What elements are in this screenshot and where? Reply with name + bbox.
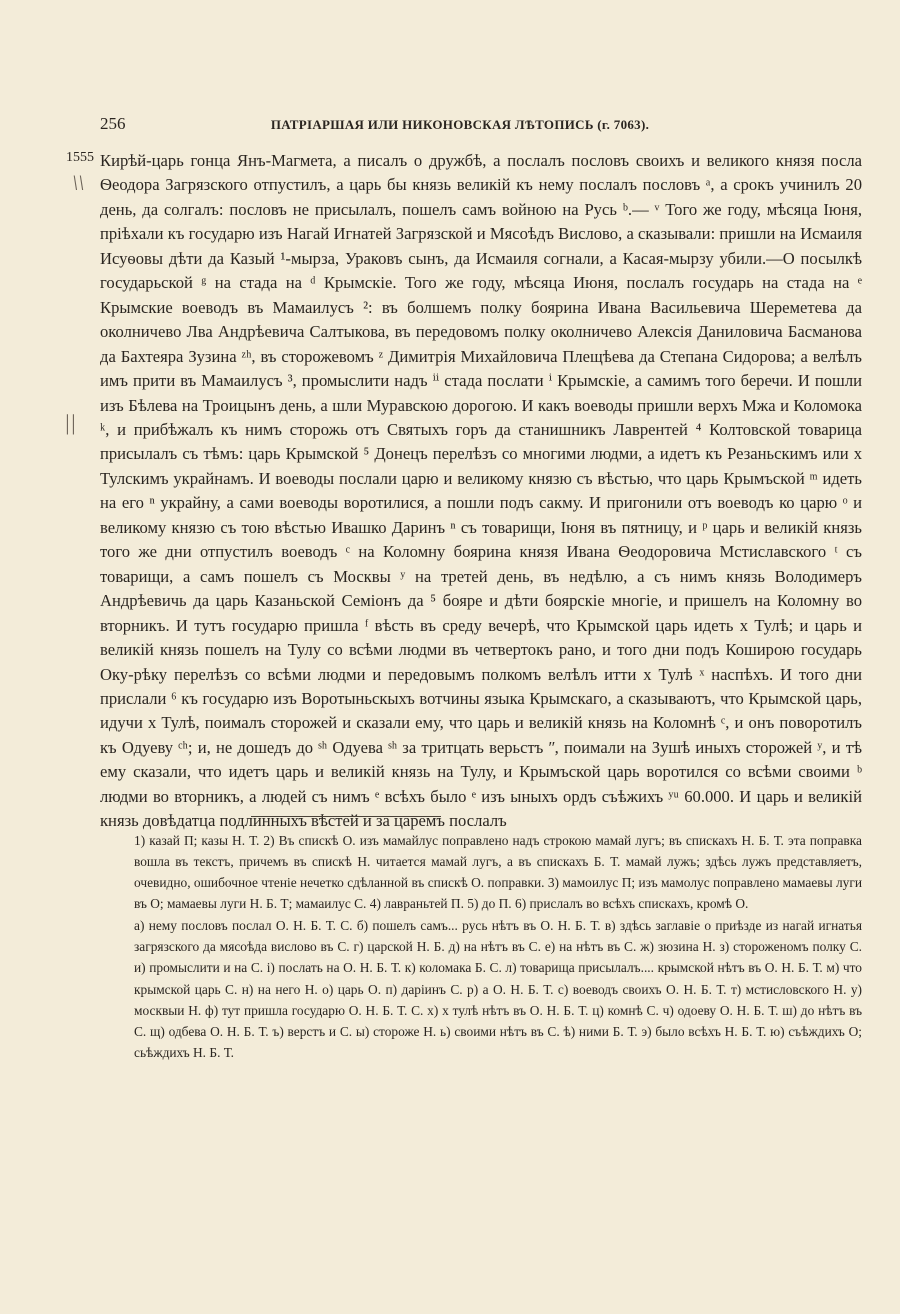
main-text-paragraph: Кирѣй-царь гонца Янъ-Магмета, а писалъ о дружбѣ, а послалъ пословъ своихъ и великого князя посла Ѳеодора Загрязского отпустилъ, а царь бы князь великій къ нему послалъ пословъ ᵃ, а срокъ учинилъ 20 день, да солгалъ: пословъ не присылалъ, пошелъ самъ войною на Русь ᵇ.— ᵛ Того же году, мѣсяца Іюня, пріѣхали къ государю изъ Нагай Игнатей Загрязской и Мясоѣдъ Вислово, а сказывали: пришли на Исмаиля Исуѳовы дѣти да Казый ¹-мырза, Ураковъ сынъ, да Исмаиля согнали, а Касая-мырзу убили.—О посылкѣ государьской ᵍ на стада на ᵈ Крымскіе. Того же году, мѣсяца Июня, послалъ государь на стада на ᵉ Крымские воеводъ въ Мамаилусъ ²: въ болшемъ полку боярина Ивана Васильевича Шереметева да околничево Лва Андрѣевича Салтыкова, въ передовомъ полку околничево Алексія Даниловича Басманова да Бахтеяра Зузина ᶻʰ, въ сторожевомъ ᶻ Димитрія Михайловича Плещѣева да Степана Сидорова; а велѣлъ имъ прити въ Мамаилусъ ³, промыслити надъ ⁱⁱ стада послати ⁱ Крымскіе, а самимъ того беречи. И пошли изъ Бѣлева на Троицынъ день, а шли Муравскою дорогою. И какъ воеводы пришли верхъ Мжа и Коломока ᵏ, и прибѣжалъ къ нимъ сторожь отъ Святыхъ горъ да станишникъ Лаврентей ⁴ Колтовской товарица присылалъ съ тѣмъ: царь Крымской ⁵ Донецъ перелѣзъ со многими людми, а идетъ къ Резаньскимъ или х Тулскимъ украйнамъ. И воеводы послали царю и великому князю съ вѣстью, что царь Крымъской ᵐ идеть на его ⁿ украйну, а сами воеводы воротилися, а пошли подъ сакму. И пригонили отъ воеводъ ко царю ᵒ и великому князю съ тою вѣстью Ивашко Даринъ ⁿ съ товарищи, Іюня въ пятницу, и ᵖ царь и великій князь того же дни отпустилъ воеводъ ᶜ на Коломну боярина князя Ивана Ѳеодоровича Мстиславского ᵗ съ товарищи, а самъ пошелъ съ Москвы ʸ на третей день, въ недѣлю, а съ нимъ князь Володимеръ Андрѣевичь да царь Казаньской Семіонъ да ⁵ бояре и дѣти боярскіе многіе, и пришелъ на Коломну во вторникъ. И тутъ государю пришла ᶠ вѣсть въ среду вечерѣ, что Крымской царь идеть х Тулѣ; и царь и великій князь пошелъ на Тулу со всѣми людми въ четвертокъ рано, и того дни подъ Коширою государь Оку-рѣку перелѣзъ со всѣми людми и передовымъ полкомъ велѣлъ итти х Тулѣ ˣ наспѣхъ. И того дни прислали ⁶ къ государю изъ Воротыньскыхъ вотчины языка Крымскаго, а сказываютъ, что Крымской царь, идучи х Тулѣ, поималъ сторожей и сказали ему, что царь и великій князь на Коломнѣ ᶜ, и онъ поворотилъ къ Одуеву ᶜʰ; и, не дошедъ до ˢʰ Одуева ˢʰ за тритцать верьстъ ʺ, поимали на Зушѣ иныхъ сторожей ʸ, и тѣ ему сказали, что идетъ царь и великій князь на Тулу, и Крымъской царь воротился со всѣми своими ᵇ людми во вторникъ, а людей съ нимъ ᵉ всѣхъ было ᵉ изъ ыныхъ ордъ съѣжихъ ʸᵘ 60.000. И царь и великій князь довѣдатца подлинныхъ вѣстей и за царемъ послалъ [100, 151, 862, 831]
lettered-footnotes-text: а) нему пословъ послал О. Н. Б. Т. С. б) пошелъ самъ... русь нѣтъ въ О. Н. Б. Т. в) здѣсь заглавіе о приѣзде из нагай игнатья загрязского да мясоѣда вислово въ С. г) царской Н. Б. д) на нѣтъ въ С. е) на нѣтъ въ С. ж) зюзина Н. з) стороженомъ полку С. и) промыслити и на С. і) послать на О. Н. Б. Т. к) коломака Б. С. л) товарища присылалъ.... крымской нѣтъ въ О. Н. Б. Т. м) что крымской царь С. н) на него Н. о) царь О. п) даріинъ С. р) а О. Н. Б. Т. с) воеводъ своихъ О. Н. Б. Т. т) мстисловского Н. у) москвыи Н. ф) тут пришла государю О. Н. Б. Т. С. х) х тулѣ нѣтъ въ О. Н. Б. Т. ц) комнѣ С. ч) одоеву О. Н. Б. Т. ш) до нѣтъ въ С. щ) одбева О. Н. Б. Т. ъ) верстъ и С. ы) стороже Н. ь) своими нѣтъ въ С. ѣ) ними Б. Т. э) было всѣхъ Н. Б. Т. ю) съѣждихъ О; сьѣждихъ Н. Б. Т. [134, 918, 862, 1061]
running-title: ПАТРІАРШАЯ ИЛИ НИКОНОВСКАЯ ЛѢТОПИСЬ (г. 7063). [270, 117, 650, 132]
main-text [100, 149, 862, 834]
margin-year: 1555 [66, 150, 94, 165]
numbered-footnotes-text: 1) казай П; казы Н. Т. 2) Въ спискѣ О. изъ мамайлус поправлено надъ строкою мамай лугъ; въ спискахъ Н. Б. Т. эта поправка вошла въ текстъ, причемъ въ спискѣ Н. читается мамай лугъ, а въ спискахъ Б. Т. мамай лужъ; здѣсь лужъ представляетъ, очевидно, ошибочное чтеніе нечетко сдѣланной въ спискѣ О. поправки. 3) мамоилус П; изъ мамолус поправлено мамаевы луги въ О; мамаевы луги Н. Б. Т; мамаилус С. 4) лавраньтей П. 5) до П. 6) прислалъ во всѣхъ спискахъ, кромѣ О. [134, 833, 862, 911]
footnote-divider [251, 816, 441, 817]
page-number: 256 [100, 114, 126, 133]
numbered-footnotes [134, 830, 862, 914]
margin-mark-top: \\ [72, 170, 85, 195]
lettered-footnotes [134, 915, 862, 1063]
page-header [100, 114, 800, 134]
margin-mark-bottom: || [64, 410, 77, 435]
